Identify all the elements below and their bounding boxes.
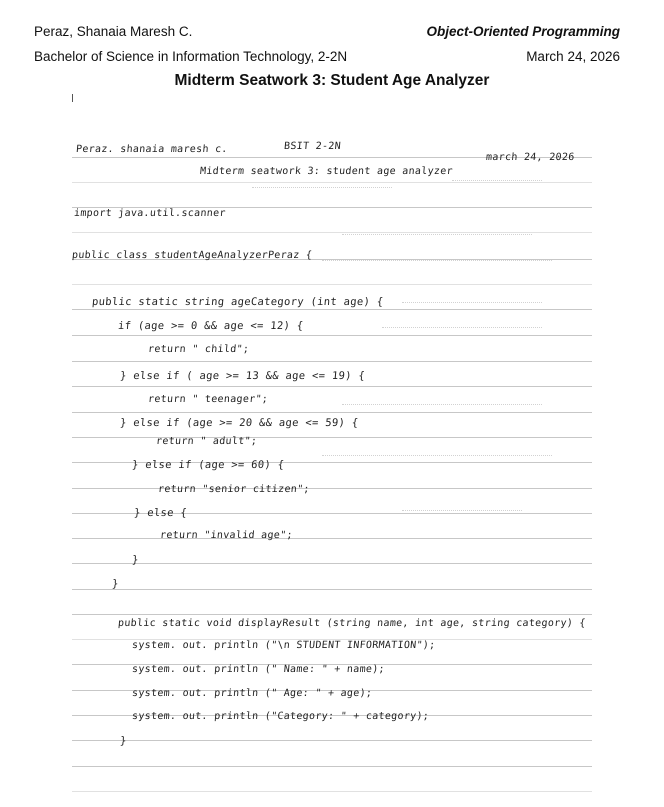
notebook-photo xyxy=(72,112,592,807)
bleed-through-mark xyxy=(382,327,542,329)
code-line: } else if (age >= 20 && age <= 59) { xyxy=(119,417,359,429)
ruled-line xyxy=(72,335,592,336)
program-section: Bachelor of Science in Information Technology, 2-2N xyxy=(34,49,348,64)
code-line: system. out. println (" Name: " + name); xyxy=(131,664,386,675)
code-line: public static string ageCategory (int age) { xyxy=(91,296,384,308)
bleed-through-mark xyxy=(342,234,532,236)
ruled-line xyxy=(72,182,592,183)
code-line: return "senior citizen"; xyxy=(157,484,311,495)
code-line: } else if (age >= 60) { xyxy=(131,459,285,471)
ruled-line xyxy=(72,437,592,438)
code-line: } xyxy=(131,554,140,566)
ruled-line xyxy=(72,309,592,310)
handwritten-section: BSIT 2-2N xyxy=(283,141,342,152)
bleed-through-mark xyxy=(322,455,552,457)
ruled-line xyxy=(72,412,592,413)
ruled-line xyxy=(72,614,592,615)
code-line: } xyxy=(111,578,120,590)
ruled-line xyxy=(72,766,592,767)
bleed-through-mark xyxy=(252,187,392,189)
code-line: return " adult"; xyxy=(155,436,258,447)
ruled-line xyxy=(72,740,592,741)
code-line: system. out. println (" Age: " + age); xyxy=(131,688,373,699)
course-title: Object-Oriented Programming xyxy=(426,24,620,39)
code-line: system. out. println ("\n STUDENT INFORMATION"); xyxy=(131,640,436,651)
code-line: } else if ( age >= 13 && age <= 19) { xyxy=(119,370,366,382)
ruled-line xyxy=(72,589,592,590)
ruled-line xyxy=(72,232,592,233)
document-title: Midterm Seatwork 3: Student Age Analyzer xyxy=(174,72,490,89)
ruled-line xyxy=(72,488,592,489)
bleed-through-mark xyxy=(322,260,552,262)
code-line: return " teenager"; xyxy=(147,394,269,405)
code-line: public static void displayResult (string name, int age, string category) { xyxy=(117,618,587,629)
ruled-line xyxy=(72,791,592,792)
handwritten-date: march 24, 2026 xyxy=(485,152,575,163)
header-date: March 24, 2026 xyxy=(526,49,620,64)
bleed-through-mark xyxy=(402,302,542,304)
code-line: import java.util.scanner xyxy=(73,208,227,219)
bleed-through-mark xyxy=(452,180,542,182)
code-line: } xyxy=(119,735,128,747)
code-line: return "invalid age"; xyxy=(159,530,294,541)
code-line: return " child"; xyxy=(147,344,250,355)
code-line: public class studentAgeAnalyzerPeraz { xyxy=(71,250,313,261)
ruled-line xyxy=(72,538,592,539)
code-line: if (age >= 0 && age <= 12) { xyxy=(117,320,304,332)
ruled-line xyxy=(72,284,592,285)
code-line: } else { xyxy=(133,507,188,519)
ruled-line xyxy=(72,361,592,362)
handwritten-name: Peraz. shanaia maresh c. xyxy=(75,144,229,155)
handwritten-title: Midterm seatwork 3: student age analyzer xyxy=(199,166,454,177)
bleed-through-mark xyxy=(342,404,542,406)
code-line: system. out. println ("Category: " + category); xyxy=(131,711,430,722)
ruled-line xyxy=(72,386,592,387)
bleed-through-mark xyxy=(402,510,522,512)
page-mark xyxy=(72,94,73,102)
ruled-line xyxy=(72,563,592,564)
student-name: Peraz, Shanaia Maresh C. xyxy=(34,24,193,39)
